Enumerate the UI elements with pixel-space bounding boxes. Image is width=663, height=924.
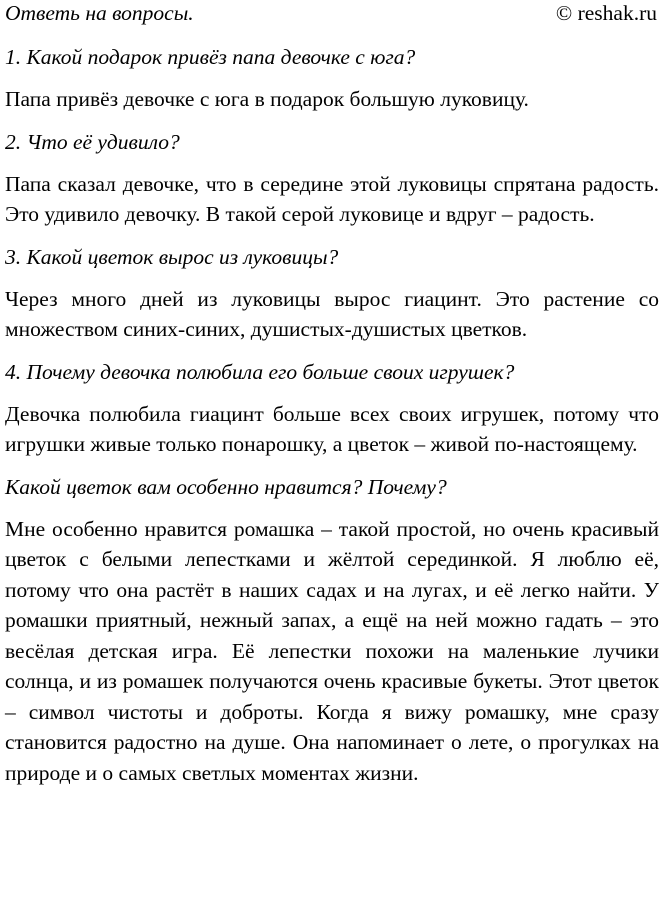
question-1: 1. Какой подарок привёз папа девочке с юга? — [5, 45, 416, 69]
question-4: 4. Почему девочка полюбила его больше своих игрушек? — [5, 359, 515, 384]
page-header — [5, 0, 659, 30]
answer-3: Через много дней из луковицы вырос гиацинт. Это растение со множеством синих-синих, душистых-душистых цветков. — [5, 286, 659, 341]
answer-2: Папа сказал девочке, что в середине этой луковицы спрятана радость. Это удивило девочку. В такой серой луковице и вдруг – радость. — [5, 171, 659, 226]
question-5: Какой цветок вам особенно нравится? Почему? — [5, 474, 447, 499]
site-credit: © reshak.ru — [555, 1, 657, 25]
question-2: 2. Что её удивило? — [5, 129, 180, 154]
answer-1: Папа привёз девочке с юга в подарок большую луковицу. — [5, 87, 529, 111]
answer-5: Мне особенно нравится ромашка – такой простой, но очень красивый цветок с белыми лепестками и жёлтой серединкой. Я люблю её, потому что она растёт в наших садах и на лугах, и её легко найти. У ромашки приятный, нежный запах, а ещё на ней можно гадать – это весёлая детская игра. Её лепестки похожи на маленькие лучики солнца, и из ромашек получаются очень красивые букеты. Этот цветок – символ чистоты и доброты. Когда я вижу ромашку, мне сразу становится радостно на душе. Она напоминает о лете, о прогулках на природе и о самых светлых моментах жизни. — [5, 516, 659, 785]
answer-4: Девочка полюбила гиацинт больше всех своих игрушек, потому что игрушки живые только понарошку, а цветок – живой по-настоящему. — [5, 401, 659, 456]
question-3: 3. Какой цветок вырос из луковицы? — [5, 244, 339, 269]
page-title: Ответь на вопросы. — [5, 1, 194, 25]
